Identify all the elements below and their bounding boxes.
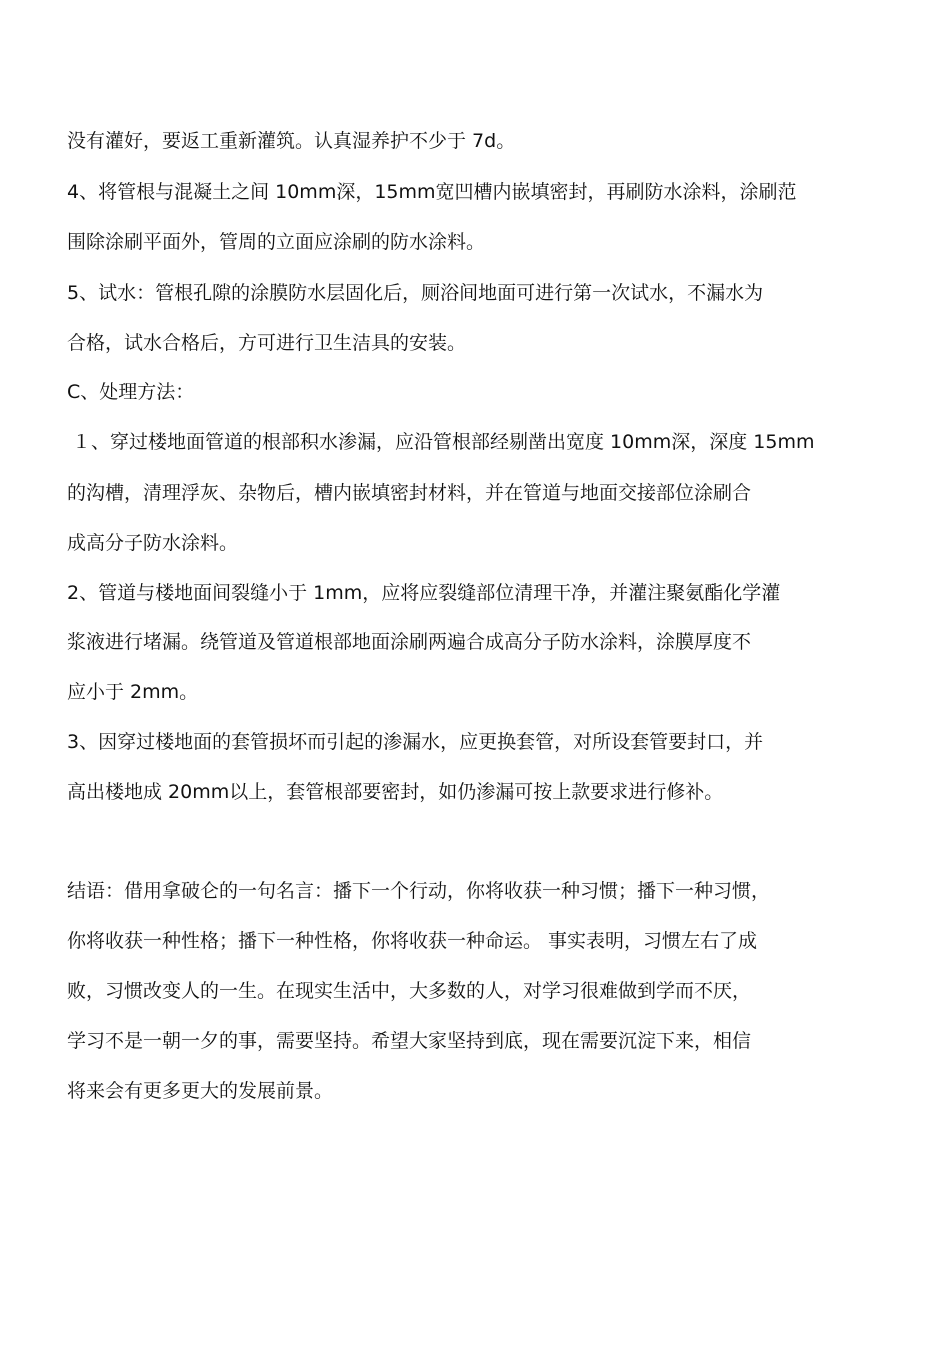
conclusion-line: 败，习惯改变人的一生。在现实生活中，大多数的人，对学习很难做到学而不厌， xyxy=(67,980,752,1002)
paragraph-line: 围除涂刷平面外，管周的立面应涂刷的防水涂料。 xyxy=(67,231,486,253)
paragraph-line: １、穿过楼地面管道的根部积水渗漏，应沿管根部经剔凿出宽度 10mm深，深度 15mm xyxy=(72,431,815,453)
conclusion-line: 你将收获一种性格；播下一种性格，你将收获一种命运。 事实表明，习惯左右了成 xyxy=(67,930,758,952)
paragraph-line: 3、因穿过楼地面的套管损坏而引起的渗漏水，应更换套管，对所设套管要封口，并 xyxy=(67,731,764,753)
section-heading: C、处理方法： xyxy=(67,381,195,403)
conclusion-line: 将来会有更多更大的发展前景。 xyxy=(67,1080,334,1102)
paragraph-line: 高出楼地成 20mm以上，套管根部要密封，如仍渗漏可按上款要求进行修补。 xyxy=(67,781,724,803)
conclusion-line: 结语：借用拿破仑的一句名言：播下一个行动，你将收获一种习惯；播下一种习惯， xyxy=(67,880,771,902)
paragraph-line: 应小于 2mm。 xyxy=(67,681,199,703)
paragraph-line: 的沟槽，清理浮灰、杂物后，槽内嵌填密封材料，并在管道与地面交接部位涂刷合 xyxy=(67,482,752,504)
paragraph-line: 没有灌好，要返工重新灌筑。认真湿养护不少于 7d。 xyxy=(67,130,516,152)
paragraph-line: 合格，试水合格后，方可进行卫生洁具的安装。 xyxy=(67,332,467,354)
paragraph-line: 4、将管根与混凝土之间 10mm深，15mm宽凹槽内嵌填密封，再刷防水涂料，涂刷范 xyxy=(67,181,797,203)
paragraph-line: 成高分子防水涂料。 xyxy=(67,532,239,554)
conclusion-line: 学习不是一朝一夕的事，需要坚持。希望大家坚持到底，现在需要沉淀下来，相信 xyxy=(67,1030,752,1052)
paragraph-line: 浆液进行堵漏。绕管道及管道根部地面涂刷两遍合成高分子防水涂料，涂膜厚度不 xyxy=(67,631,752,653)
paragraph-line: 5、试水：管根孔隙的涂膜防水层固化后，厕浴间地面可进行第一次试水，不漏水为 xyxy=(67,282,764,304)
paragraph-line: 2、管道与楼地面间裂缝小于 1mm，应将应裂缝部位清理干净，并灌注聚氨酯化学灌 xyxy=(67,582,781,604)
